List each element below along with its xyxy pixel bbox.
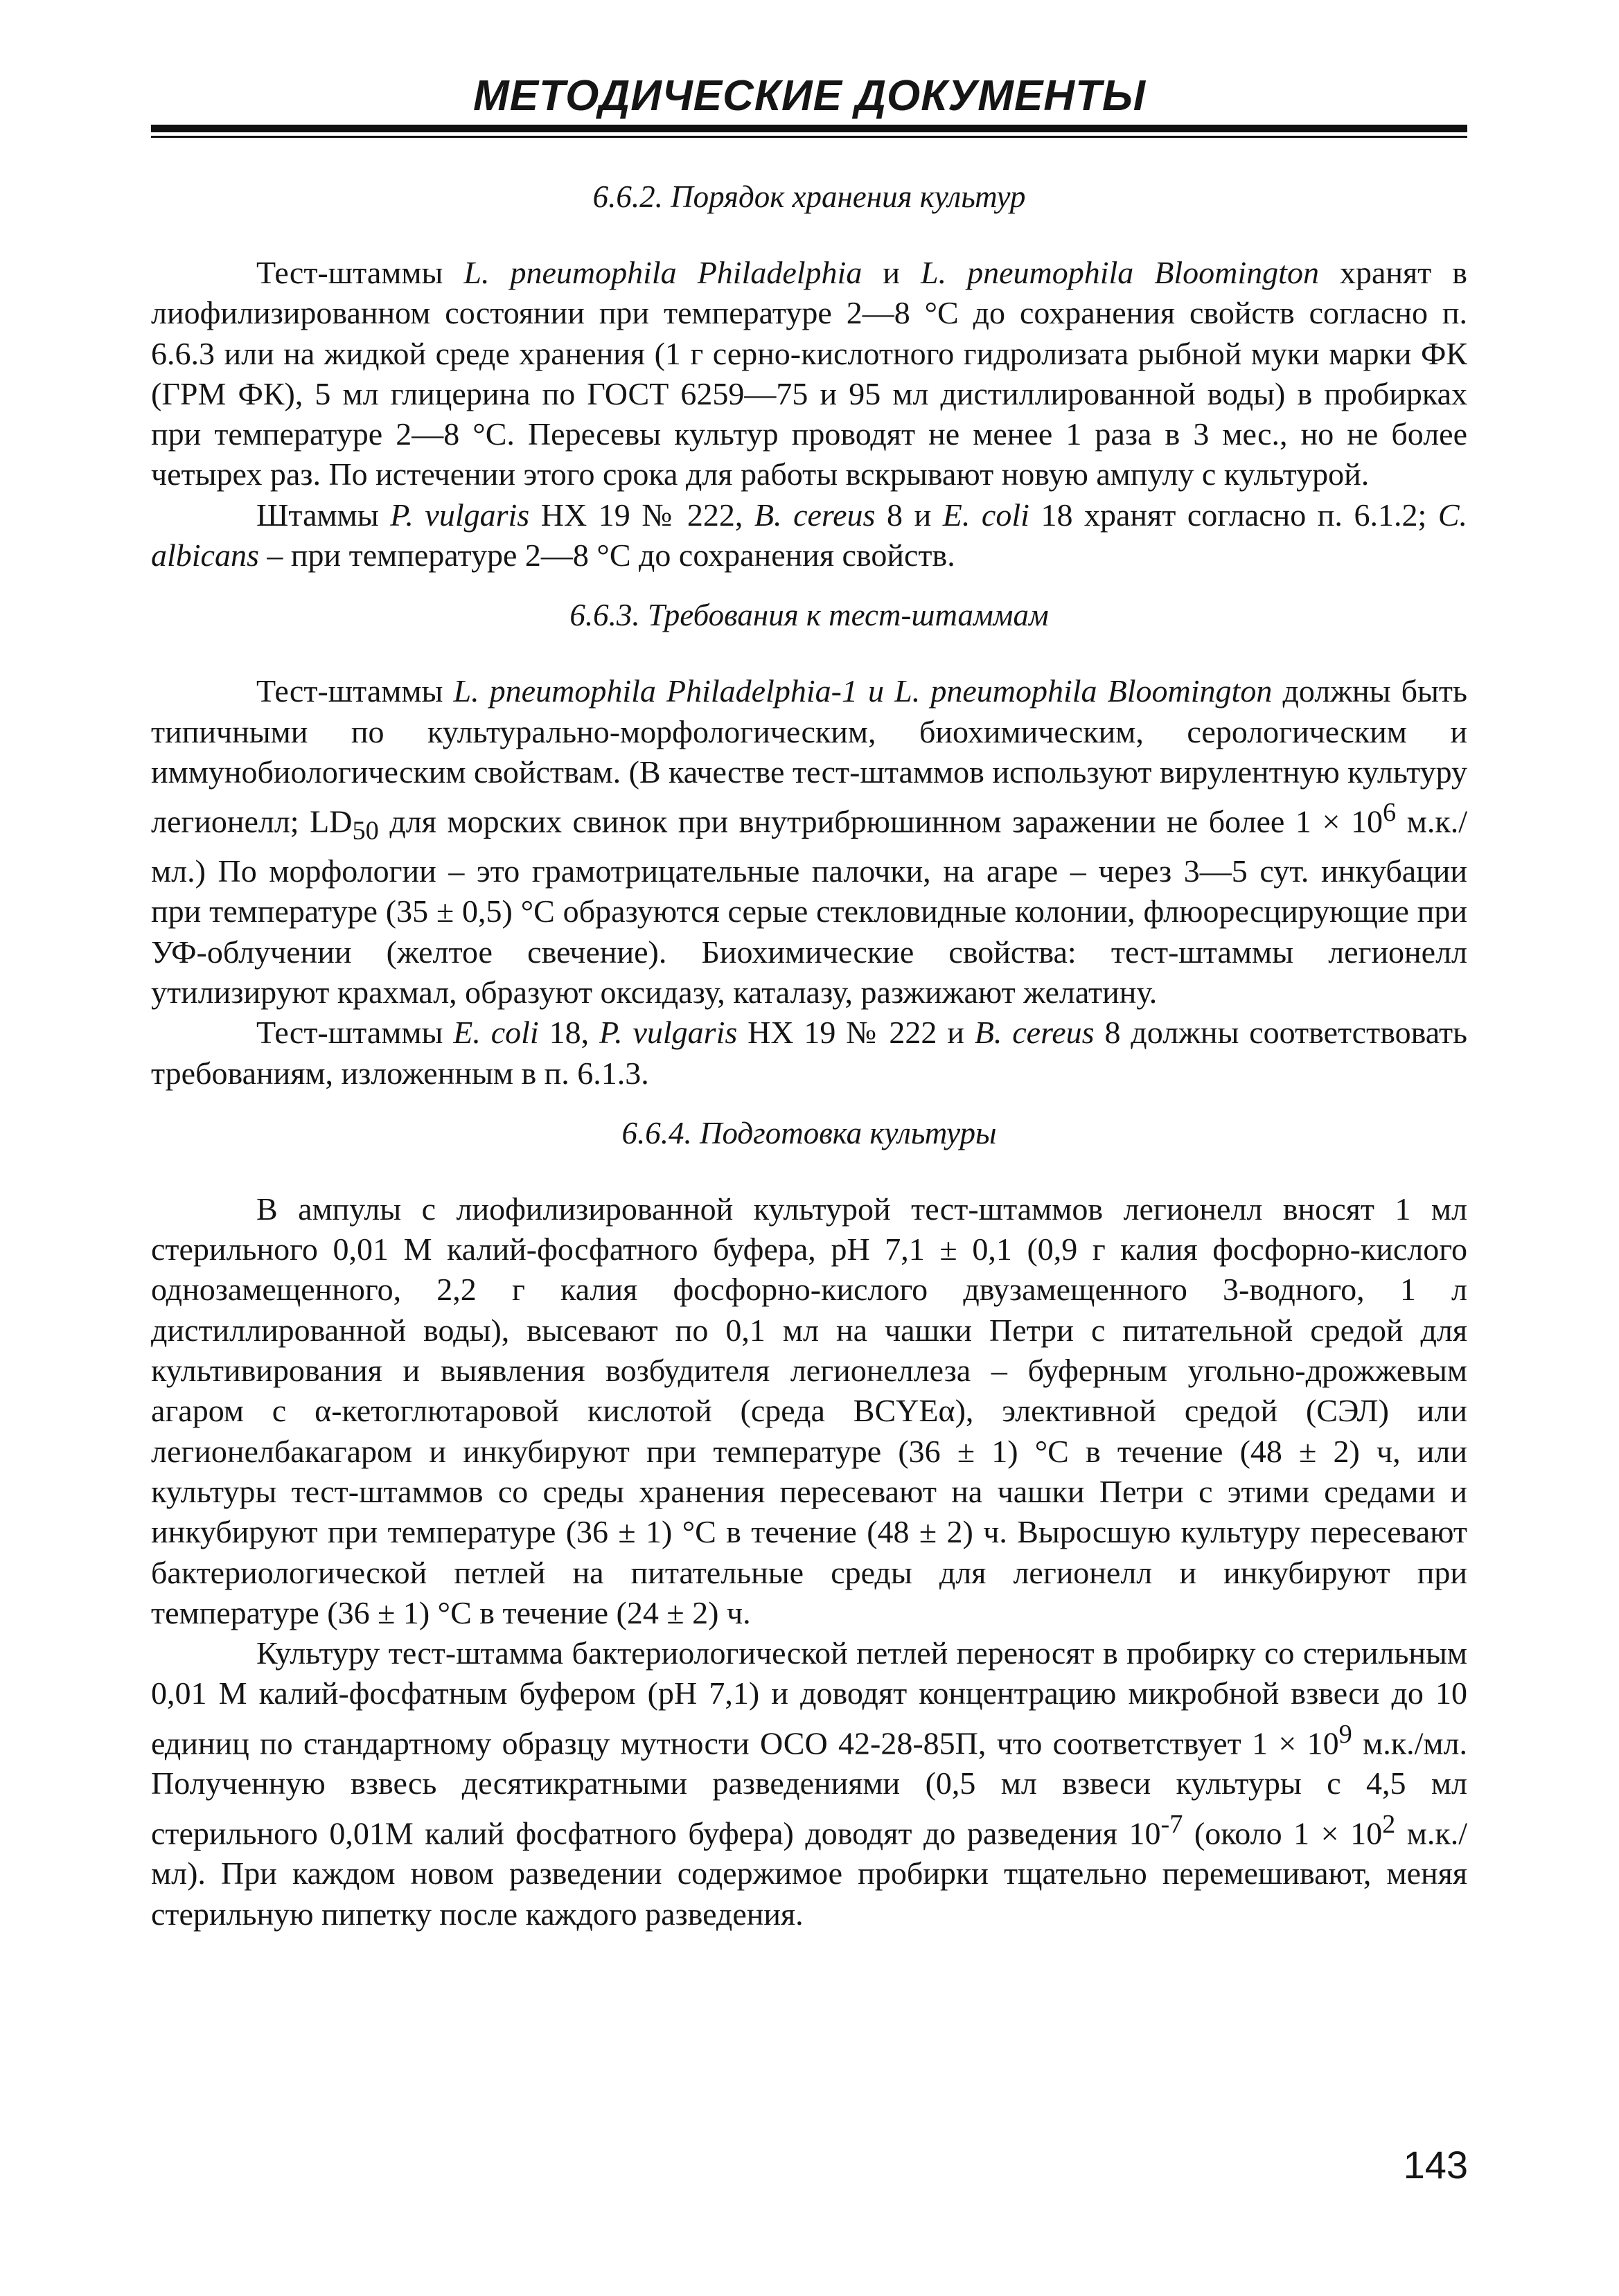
paragraph: Культуру тест-штамма бактериологической петлей переносят в пробирку со стерильным 0,01 М калий-фосфатным буфером (рН 7,1) и доводят концентрацию микробной взвеси до 10 единиц по стандартному образцу мутности ОСО 42-28-85П, что соответствует $1 \times 10^9$ м.к./мл. Полученную взвесь десятикратными разведениями (0,5 мл взвеси культуры с 4,5 мл стерильного 0,01М калий фосфатного буфера) доводят до разведения $10^{-7}$ (около $1 \times 10^2$ м.к./мл). При каждом новом разведении содержимое пробирки тщательно перемешивают, меняя стерильную пипетку после каждого разведения. xyxy=(151,1635,1467,1932)
section-title: 6.6.2. Порядок хранения культур xyxy=(592,179,1026,214)
header-rule-thick xyxy=(151,125,1467,132)
section-title: 6.6.3. Требования к тест-штаммам xyxy=(569,598,1049,633)
paragraph: Тест-штаммы L. pneumophila Philadelphia-1 и L. pneumophila Bloomington должны быть типичными по культурально-морфологическим, биохимическим, серологическим и иммунобиологическим свойствам. (В качестве тест-штаммов используют вирулентную культуру легионелл; $LD_{50}$ для морских свинок при внутрибрюшинном заражении не более $1 \times 10^6$ м.к./мл.) По морфологии – это грамотрицательные палочки, на агаре – через 3—5 сут. инкубации при температуре (35 ± 0,5) °С образуются серые стекловидные колонии, флюоресцирующие при УФ-облучении (желтое свечение). Биохимические свойства: тест-штаммы легионелл утилизируют крахмал, образуют оксидазу, каталазу, разжижают желатину. xyxy=(151,673,1468,1010)
header-rule-thin xyxy=(151,136,1467,138)
header-title: МЕТОДИЧЕСКИЕ ДОКУМЕНТЫ xyxy=(473,72,1146,120)
paragraph: В ампулы с лиофилизированной культурой тест-штаммов легионелл вносят 1 мл стерильного 0,01 М калий-фосфатного буфера, рН 7,1 ± 0,1 (0,9 г калия фосфорно-кислого однозамещенного, 2,2 г калия фосфорно-кислого двузамещенного 3-водного, 1 л дистиллированной воды), высевают по 0,1 мл на чашки Петри с питательной средой для культивирования и выявления возбудителя легионеллеза – буферным угольно-дрожжевым агаром с α-кетоглютаровой кислотой (среда BCYEα), элективной средой (СЭЛ) или легионелбакагаром и инкубируют при температуре (36 ± 1) °С в течение (48 ± 2) ч, или культуры тест-штаммов со среды хранения пересевают на чашки Петри с этими средами и инкубируют при температуре (36 ± 1) °С в течение (48 ± 2) ч. Выросшую культуру пересевают бактериологической петлей на питательные среды для легионелл и инкубируют при температуре (36 ± 1) °С в течение (24 ± 2) ч. xyxy=(151,1191,1467,1630)
page-content xyxy=(151,177,1467,1934)
section-title: 6.6.4. Подготовка культуры xyxy=(621,1115,997,1150)
paragraph: Тест-штаммы E. coli 18, P. vulgaris HX 19 № 222 и B. cereus 8 должны соответствовать требованиям, изложенным в п. 6.1.3. xyxy=(151,1015,1468,1091)
paragraph: Тест-штаммы L. pneumophila Philadelphia и L. pneumophila Bloomington хранят в лиофилизированном состоянии при температуре 2—8 °С до сохранения свойств согласно п. 6.6.3 или на жидкой среде хранения (1 г серно-кислотного гидролизата рыбной муки марки ФК (ГРМ ФК), 5 мл глицерина по ГОСТ 6259—75 и 95 мл дистиллированной воды) в пробирках при температуре 2—8 °С. Пересевы культур проводят не менее 1 раза в 3 мес., но не более четырех раз. По истечении этого срока для работы вскрывают новую ампулу с культурой. xyxy=(151,255,1468,492)
page-number: 143 xyxy=(1403,2143,1468,2187)
paragraph: Штаммы P. vulgaris HX 19 № 222, B. cereus 8 и E. coli 18 хранят согласно п. 6.1.2; C. albicans – при температуре 2—8 °С до сохранения свойств. xyxy=(151,497,1468,573)
